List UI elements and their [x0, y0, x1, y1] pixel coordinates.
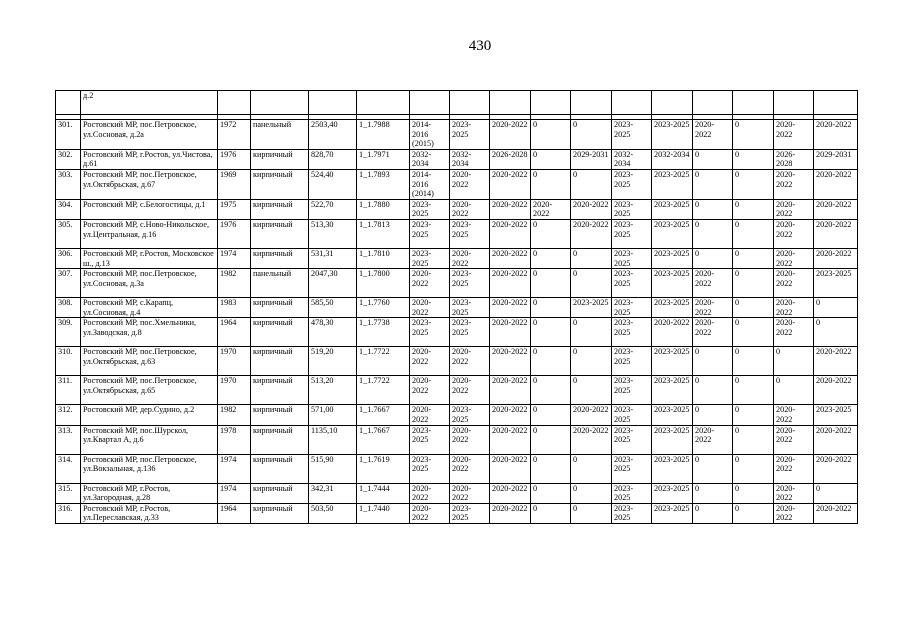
- cell-c2: 2023-2025: [450, 120, 490, 150]
- cell-c8: 2020-2022: [693, 298, 733, 318]
- cell-material: кирпичный: [251, 219, 309, 248]
- cell-c8: 0: [693, 483, 733, 503]
- cell-c7: 2023-2025: [652, 347, 693, 376]
- cell-address: Ростовский МР, пос.Петровское, ул.Вокзальная, д.136: [81, 454, 218, 483]
- cell-year: 1982: [218, 405, 251, 425]
- cell-c9: 0: [733, 425, 774, 454]
- cell-year: 1964: [218, 318, 251, 347]
- table-row: [56, 376, 858, 405]
- cell-c11: 0: [814, 298, 858, 318]
- cell-c10: 2020-2022: [774, 298, 814, 318]
- cell-area: 342,31: [309, 483, 357, 503]
- cell-c8: 0: [693, 219, 733, 248]
- cell-address: Ростовский МР, пос.Петровское, ул.Октябрьская, д.67: [81, 169, 218, 199]
- cell-no: 301.: [56, 120, 81, 150]
- cell-c9: 0: [733, 318, 774, 347]
- cell-year: 1976: [218, 149, 251, 169]
- cell-c10: 2026-2028: [774, 149, 814, 169]
- cell-area: 531,31: [309, 248, 357, 268]
- cell-c4: 0: [531, 169, 571, 199]
- cell-c4: 2020-2022: [531, 199, 571, 219]
- cell-c3: 2020-2022: [490, 503, 531, 523]
- cell-c10: 2020-2022: [774, 503, 814, 523]
- cell-no: 314.: [56, 454, 81, 483]
- cell-c2: 2020-2022: [450, 169, 490, 199]
- cell-c5: 0: [571, 169, 612, 199]
- cell-c5: 2020-2022: [571, 405, 612, 425]
- cell-area: 524,40: [309, 169, 357, 199]
- cell-area: 513,20: [309, 376, 357, 405]
- cell-c7: 2023-2025: [652, 298, 693, 318]
- cell-c3: 2020-2022: [490, 120, 531, 150]
- cell-no: 312.: [56, 405, 81, 425]
- cell-material: кирпичный: [251, 199, 309, 219]
- cell-c9: 0: [733, 376, 774, 405]
- cell-c9: 0: [733, 169, 774, 199]
- cell-material: кирпичный: [251, 405, 309, 425]
- cell-address: Ростовский МР, дер.Судино, д.2: [81, 405, 218, 425]
- cell-c2: 2023-2025: [450, 269, 490, 298]
- cell-c8: 0: [693, 405, 733, 425]
- cell-c9: 0: [733, 248, 774, 268]
- cell-c10: 2020-2022: [774, 199, 814, 219]
- cell-c9: 0: [733, 483, 774, 503]
- cell-c2: 2020-2022: [450, 483, 490, 503]
- cell-material: кирпичный: [251, 318, 309, 347]
- cell-material: кирпичный: [251, 425, 309, 454]
- cell-c8: 0: [693, 376, 733, 405]
- cell-c8: 0: [693, 199, 733, 219]
- cell-c11: 0: [814, 483, 858, 503]
- cell-c6: 2023-2025: [612, 503, 652, 523]
- cell-c5: 0: [571, 248, 612, 268]
- cell-c2: 2023-2025: [450, 318, 490, 347]
- cell-material: панельный: [251, 120, 309, 150]
- table-row: [56, 347, 858, 376]
- cell-c3: 2020-2022: [490, 425, 531, 454]
- table-row: [56, 219, 858, 248]
- cell-c6: 2023-2025: [612, 120, 652, 150]
- cell-c4: 0: [531, 219, 571, 248]
- cell-c11: 2020-2022: [814, 169, 858, 199]
- cell-c1: 2020-2022: [410, 405, 450, 425]
- cell-c11: 0: [814, 318, 858, 347]
- cell-c3: 2020-2022: [490, 298, 531, 318]
- cell-c4: 0: [531, 269, 571, 298]
- cell-c10: 2020-2022: [774, 120, 814, 150]
- cell-year: 1978: [218, 425, 251, 454]
- cell-c2: 2020-2022: [450, 376, 490, 405]
- cell-area: 585,50: [309, 298, 357, 318]
- cell-c10: 2020-2022: [774, 318, 814, 347]
- cell-c1: 2020-2022: [410, 483, 450, 503]
- cell-c4: 0: [531, 298, 571, 318]
- cell-c11: 2020-2022: [814, 347, 858, 376]
- cell-c2: 2020-2022: [450, 199, 490, 219]
- cell-area: 828,70: [309, 149, 357, 169]
- cell-c6: 2032-2034: [612, 149, 652, 169]
- cell-c4: 0: [531, 454, 571, 483]
- cell-c4: 0: [531, 425, 571, 454]
- cell-no: 305.: [56, 219, 81, 248]
- cell-c6: 2023-2025: [612, 454, 652, 483]
- cell-c5: 2029-2031: [571, 149, 612, 169]
- cell-year: 1970: [218, 376, 251, 405]
- table-row: [56, 318, 858, 347]
- cell-index: 1_1.7440: [357, 503, 410, 523]
- cell-address: Ростовский МР, пос.Шурскол, ул.Квартал А, д.6: [81, 425, 218, 454]
- cell-c8: 0: [693, 347, 733, 376]
- cell-material: кирпичный: [251, 169, 309, 199]
- cell-address: Ростовский МР, г.Ростов, Московское ш., д.13: [81, 248, 218, 268]
- cell-c6: 2023-2025: [612, 405, 652, 425]
- cell-c10: 2020-2022: [774, 169, 814, 199]
- cell-c7: 2023-2025: [652, 454, 693, 483]
- cell-no: 306.: [56, 248, 81, 268]
- cell-c6: 2023-2025: [612, 318, 652, 347]
- table-row: [56, 269, 858, 298]
- cell-c8: 0: [693, 149, 733, 169]
- cell-c8: 2020-2022: [693, 425, 733, 454]
- cell-index: 1_1.7667: [357, 405, 410, 425]
- table-row: [56, 169, 858, 199]
- cell-c3: 2020-2022: [490, 347, 531, 376]
- cell-c8: 0: [693, 248, 733, 268]
- cell-c6: 2023-2025: [612, 219, 652, 248]
- cell-address: Ростовский МР, с.Белогостицы, д.1: [81, 199, 218, 219]
- cell-c6: 2023-2025: [612, 169, 652, 199]
- cell-c6: 2023-2025: [612, 425, 652, 454]
- cell-c5: 0: [571, 454, 612, 483]
- cell-no: 315.: [56, 483, 81, 503]
- cell-c1: 2023-2025: [410, 318, 450, 347]
- table-row: [56, 425, 858, 454]
- cell-c1: 2020-2022: [410, 347, 450, 376]
- cell-c2: 2020-2022: [450, 248, 490, 268]
- cell-c7: 2023-2025: [652, 248, 693, 268]
- cell-c11: 2023-2025: [814, 405, 858, 425]
- cell-c8: 0: [693, 169, 733, 199]
- cell-c7: 2023-2025: [652, 269, 693, 298]
- cell-c6: 2023-2025: [612, 483, 652, 503]
- cell-material: кирпичный: [251, 248, 309, 268]
- cell-c7: 2023-2025: [652, 120, 693, 150]
- cell-c3: 2020-2022: [490, 405, 531, 425]
- cell-c1: 2014-2016 (2015): [410, 120, 450, 150]
- cell-c1: 2023-2025: [410, 425, 450, 454]
- cell-c10: 2020-2022: [774, 425, 814, 454]
- cell-c1: 2020-2022: [410, 298, 450, 318]
- cell-area: 503,50: [309, 503, 357, 523]
- cell-c4: 0: [531, 376, 571, 405]
- cell-material: кирпичный: [251, 298, 309, 318]
- cell-c3: 2020-2022: [490, 483, 531, 503]
- table-row: [56, 149, 858, 169]
- cell-c7: 2023-2025: [652, 425, 693, 454]
- cell-c5: 0: [571, 347, 612, 376]
- cell-c4: 0: [531, 318, 571, 347]
- cell-c7: 2023-2025: [652, 503, 693, 523]
- cell-c11: 2020-2022: [814, 425, 858, 454]
- cell-c10: 2020-2022: [774, 483, 814, 503]
- cell-no: 302.: [56, 149, 81, 169]
- cell-c8: 2020-2022: [693, 318, 733, 347]
- cell-c2: 2020-2022: [450, 454, 490, 483]
- cell-index: 1_1.7760: [357, 298, 410, 318]
- cell-year: 1970: [218, 347, 251, 376]
- cell-no: 316.: [56, 503, 81, 523]
- cell-material: кирпичный: [251, 483, 309, 503]
- cell-address: Ростовский МР, г.Ростов, ул.Переславская, д.33: [81, 503, 218, 523]
- cell-index: 1_1.7988: [357, 120, 410, 150]
- cell-year: 1974: [218, 483, 251, 503]
- cell-c9: 0: [733, 269, 774, 298]
- cell-c9: 0: [733, 199, 774, 219]
- table-row: [56, 120, 858, 150]
- table-row: [56, 503, 858, 523]
- cell-c5: 0: [571, 483, 612, 503]
- cell-address: Ростовский МР, г.Ростов, ул.Загородная, д.28: [81, 483, 218, 503]
- cell-year: 1972: [218, 120, 251, 150]
- cell-c4: 0: [531, 120, 571, 150]
- cell-c11: 2020-2022: [814, 248, 858, 268]
- cell-c7: 2023-2025: [652, 376, 693, 405]
- cell-c6: 2023-2025: [612, 347, 652, 376]
- cell-c4: 0: [531, 503, 571, 523]
- cell-c11: 2020-2022: [814, 199, 858, 219]
- cell-material: кирпичный: [251, 376, 309, 405]
- cell-c3: 2020-2022: [490, 376, 531, 405]
- cell-c9: 0: [733, 347, 774, 376]
- table-row: [56, 248, 858, 268]
- cell-area: 519,20: [309, 347, 357, 376]
- cell-index: 1_1.7619: [357, 454, 410, 483]
- cell-c3: 2020-2022: [490, 269, 531, 298]
- cell-area: 571,00: [309, 405, 357, 425]
- cell-address: Ростовский МР, г.Ростов, ул.Чистова, д.61: [81, 149, 218, 169]
- cell-c7: 2023-2025: [652, 405, 693, 425]
- cell-c9: 0: [733, 149, 774, 169]
- cell-c3: 2020-2022: [490, 169, 531, 199]
- cell-no: 310.: [56, 347, 81, 376]
- cell-c9: 0: [733, 120, 774, 150]
- cell-c7: 2023-2025: [652, 483, 693, 503]
- cell-c1: 2023-2025: [410, 454, 450, 483]
- cell-year: 1975: [218, 199, 251, 219]
- cell-index: 1_1.7880: [357, 199, 410, 219]
- cell-c6: 2023-2025: [612, 248, 652, 268]
- table-row: [56, 199, 858, 219]
- cell-index: 1_1.7722: [357, 376, 410, 405]
- cell-address: Ростовский МР, с.Ново-Никольское, ул.Центральная, д.16: [81, 219, 218, 248]
- cell-c3: 2020-2022: [490, 219, 531, 248]
- cell-c5: 2020-2022: [571, 199, 612, 219]
- cell-c10: 2020-2022: [774, 454, 814, 483]
- cell-year: 1964: [218, 503, 251, 523]
- page-number: 430: [468, 38, 492, 54]
- cell-c1: 2020-2022: [410, 269, 450, 298]
- cell-c2: 2023-2025: [450, 503, 490, 523]
- cell-index: 1_1.7738: [357, 318, 410, 347]
- cell-c9: 0: [733, 454, 774, 483]
- cell-c2: 2023-2025: [450, 405, 490, 425]
- cell-c11: 2020-2022: [814, 376, 858, 405]
- cell-area: 513,30: [309, 219, 357, 248]
- cell-index: 1_1.7971: [357, 149, 410, 169]
- cell-c1: 2023-2025: [410, 219, 450, 248]
- cell-c11: 2020-2022: [814, 219, 858, 248]
- cell-no: 304.: [56, 199, 81, 219]
- table-body: [56, 91, 858, 524]
- cell-c6: 2023-2025: [612, 298, 652, 318]
- cell-address: Ростовский МР, пос.Петровское, ул.Октябрьская, д.65: [81, 376, 218, 405]
- cell-address: Ростовский МР, пос.Петровское, ул.Сосновая, д.3а: [81, 269, 218, 298]
- cell-c11: 2020-2022: [814, 503, 858, 523]
- cell-no: 309.: [56, 318, 81, 347]
- cell-c9: 0: [733, 503, 774, 523]
- cell-area: 478,30: [309, 318, 357, 347]
- cell-address: Ростовский МР, с.Карапц, ул.Сосновая, д.4: [81, 298, 218, 318]
- cell-c1: 2023-2025: [410, 199, 450, 219]
- cell-c9: 0: [733, 405, 774, 425]
- table-row: [56, 483, 858, 503]
- cell-c8: 0: [693, 454, 733, 483]
- cell-c11: 2020-2022: [814, 454, 858, 483]
- cell-c7: 2023-2025: [652, 219, 693, 248]
- cell-c3: 2026-2028: [490, 149, 531, 169]
- cell-c3: 2020-2022: [490, 318, 531, 347]
- cell-c3: 2020-2022: [490, 248, 531, 268]
- cell-area: 2503,40: [309, 120, 357, 150]
- cell-c5: 0: [571, 503, 612, 523]
- cell-c3: 2020-2022: [490, 454, 531, 483]
- cell-year: 1983: [218, 298, 251, 318]
- cell-year: 1976: [218, 219, 251, 248]
- cell-c2: 2023-2025: [450, 298, 490, 318]
- cell-year: 1982: [218, 269, 251, 298]
- cell-area: 2047,30: [309, 269, 357, 298]
- cell-material: кирпичный: [251, 454, 309, 483]
- table-row: [56, 405, 858, 425]
- cell-c7: 2023-2025: [652, 199, 693, 219]
- cell-material: кирпичный: [251, 347, 309, 376]
- cell-address: Ростовский МР, пос.Петровское, ул.Октябрьская, д.63: [81, 347, 218, 376]
- cell-area: 522,70: [309, 199, 357, 219]
- cell-c1: 2014-2016 (2014): [410, 169, 450, 199]
- cell-c10: 0: [774, 376, 814, 405]
- cell-c11: 2023-2025: [814, 269, 858, 298]
- cell-index: 1_1.7810: [357, 248, 410, 268]
- cell-c10: 2020-2022: [774, 405, 814, 425]
- cell-year: 1974: [218, 248, 251, 268]
- cell-c1: 2023-2025: [410, 248, 450, 268]
- cell-no: 308.: [56, 298, 81, 318]
- table-row: [56, 298, 858, 318]
- cell-c6: 2023-2025: [612, 376, 652, 405]
- cell-c5: 2020-2022: [571, 425, 612, 454]
- cell-c3: 2020-2022: [490, 199, 531, 219]
- cell-material: кирпичный: [251, 149, 309, 169]
- housing-register-table: [55, 90, 858, 524]
- cell-index: 1_1.7444: [357, 483, 410, 503]
- table-row-continuation: [56, 91, 858, 115]
- cell-c1: 2032-2034: [410, 149, 450, 169]
- cell-c5: 0: [571, 318, 612, 347]
- cell-c7: 2023-2025: [652, 169, 693, 199]
- cell-c5: 0: [571, 376, 612, 405]
- cell-c10: 2020-2022: [774, 248, 814, 268]
- cell-c5: 2023-2025: [571, 298, 612, 318]
- continuation-address: д.2: [81, 91, 218, 115]
- cell-no: 303.: [56, 169, 81, 199]
- cell-c7: 2032-2034: [652, 149, 693, 169]
- cell-index: 1_1.7800: [357, 269, 410, 298]
- cell-no: 313.: [56, 425, 81, 454]
- cell-material: кирпичный: [251, 503, 309, 523]
- cell-area: 1135,10: [309, 425, 357, 454]
- cell-c11: 2029-2031: [814, 149, 858, 169]
- cell-c4: 0: [531, 483, 571, 503]
- cell-c8: 2020-2022: [693, 269, 733, 298]
- cell-index: 1_1.7667: [357, 425, 410, 454]
- cell-index: 1_1.7893: [357, 169, 410, 199]
- cell-year: 1974: [218, 454, 251, 483]
- cell-c9: 0: [733, 298, 774, 318]
- cell-c4: 0: [531, 149, 571, 169]
- cell-c8: 2020-2022: [693, 120, 733, 150]
- cell-area: 515,90: [309, 454, 357, 483]
- cell-no: 311.: [56, 376, 81, 405]
- cell-c2: 2020-2022: [450, 347, 490, 376]
- cell-c2: 2032-2034: [450, 149, 490, 169]
- cell-c2: 2020-2022: [450, 425, 490, 454]
- cell-c2: 2023-2025: [450, 219, 490, 248]
- cell-no: 307.: [56, 269, 81, 298]
- cell-c6: 2023-2025: [612, 199, 652, 219]
- cell-index: 1_1.7722: [357, 347, 410, 376]
- cell-c5: 0: [571, 120, 612, 150]
- cell-c5: 2020-2022: [571, 219, 612, 248]
- cell-c6: 2023-2025: [612, 269, 652, 298]
- cell-c4: 0: [531, 405, 571, 425]
- table-row: [56, 454, 858, 483]
- cell-c9: 0: [733, 219, 774, 248]
- cell-c7: 2020-2022: [652, 318, 693, 347]
- cell-c4: 0: [531, 347, 571, 376]
- cell-c1: 2020-2022: [410, 376, 450, 405]
- cell-c5: 0: [571, 269, 612, 298]
- cell-c11: 2020-2022: [814, 120, 858, 150]
- cell-material: панельный: [251, 269, 309, 298]
- cell-index: 1_1.7813: [357, 219, 410, 248]
- cell-c10: 0: [774, 347, 814, 376]
- cell-c8: 0: [693, 503, 733, 523]
- cell-address: Ростовский МР, пос.Петровское, ул.Сосновая, д.2а: [81, 120, 218, 150]
- cell-c10: 2020-2022: [774, 219, 814, 248]
- cell-address: Ростовский МР, пос.Хмельники, ул.Заводская, д.8: [81, 318, 218, 347]
- cell-c1: 2020-2022: [410, 503, 450, 523]
- cell-c4: 0: [531, 248, 571, 268]
- cell-c10: 2020-2022: [774, 269, 814, 298]
- cell-year: 1969: [218, 169, 251, 199]
